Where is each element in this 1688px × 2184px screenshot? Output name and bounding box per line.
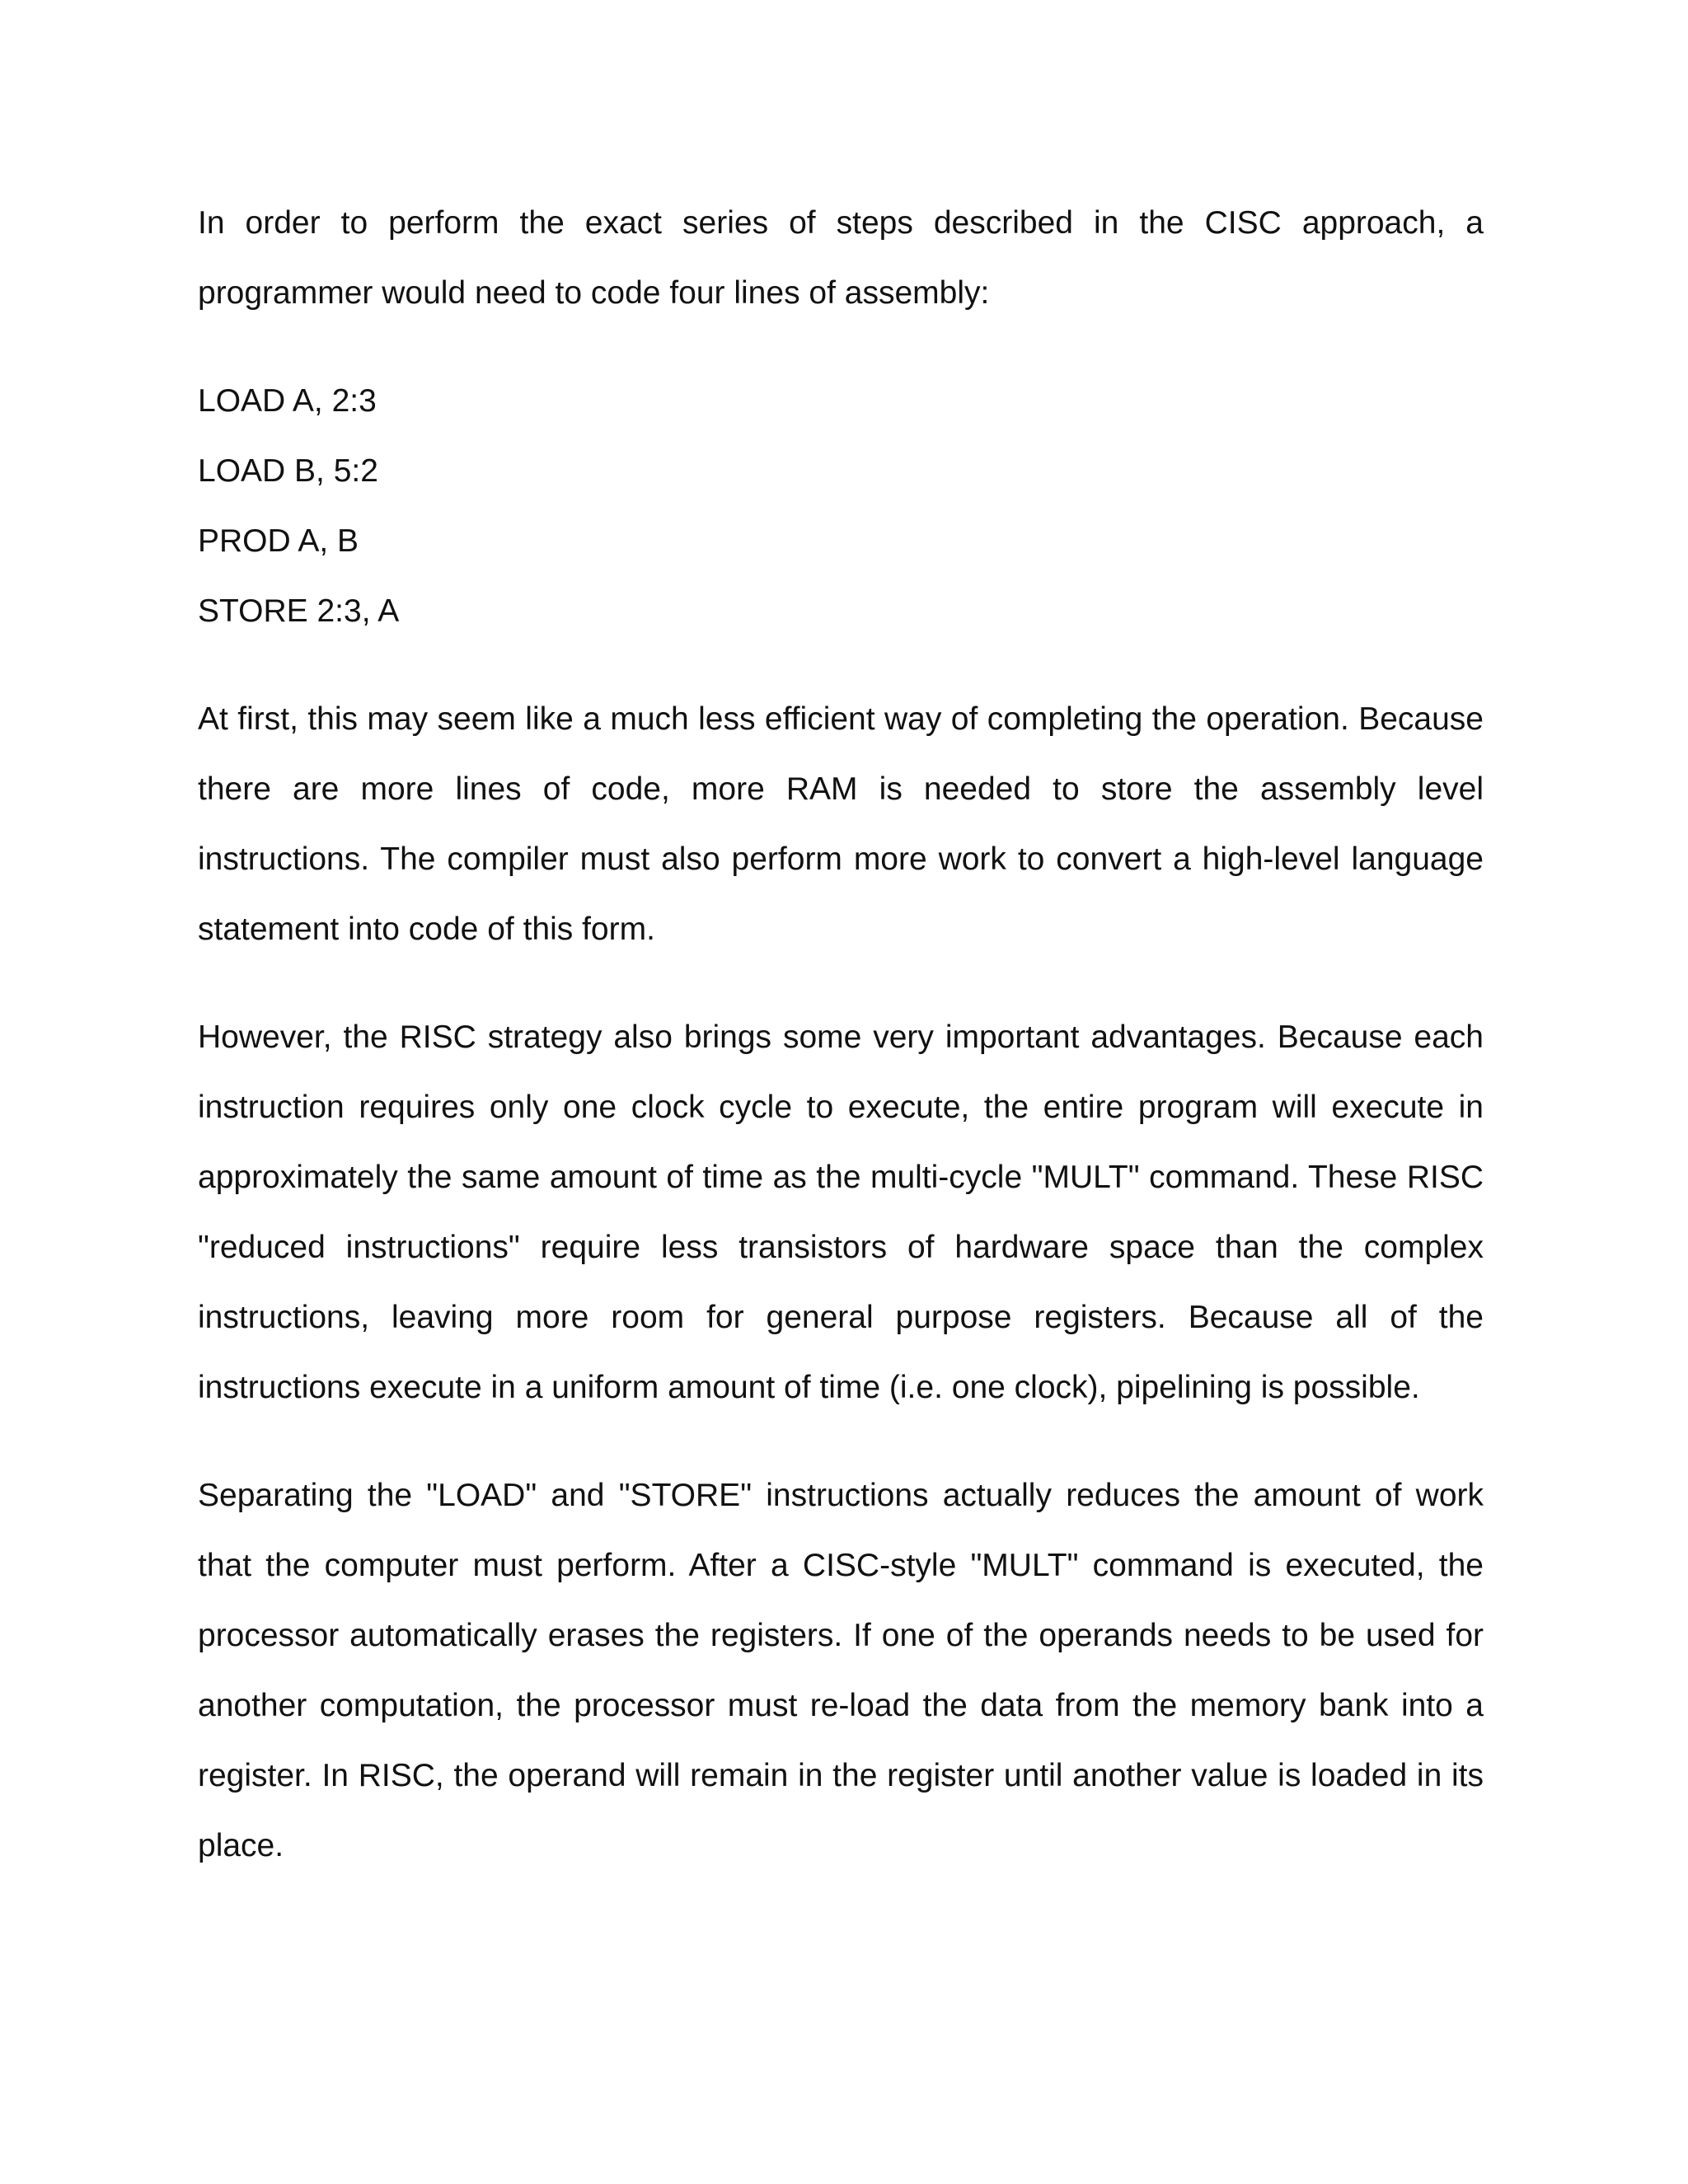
code-line-load-a: LOAD A, 2:3	[198, 383, 377, 419]
code-line-prod: PROD A, B	[198, 523, 359, 559]
intro-paragraph: In order to perform the exact series of steps described in the CISC approach, a programmer would need to code four lines of assembly:	[198, 205, 1484, 311]
code-line-store: STORE 2:3, A	[198, 593, 400, 629]
load-store-paragraph: Separating the "LOAD" and "STORE" instructions actually reduces the amount of work that the computer must perform. After a CISC-style "MULT" command is executed, the processor automatically erases the registers. If one of the operands needs to be used for another computation, the processor must re-load the data from the memory bank into a register. In RISC, the operand will remain in the register until another value is loaded in its place.	[198, 1478, 1484, 1863]
advantages-paragraph: However, the RISC strategy also brings some very important advantages. Because each instruction requires only one clock cycle to execute, the entire program will execute in approximately the same amount of time as the multi-cycle "MULT" command. These RISC "reduced instructions" require less transistors of hardware space than the complex instructions, leaving more room for general purpose registers. Because all of the instructions execute in a uniform amount of time (i.e. one clock), pipelining is possible.	[198, 1019, 1484, 1405]
assembly-code-block	[198, 366, 1484, 646]
document-body	[198, 188, 1484, 1919]
code-line-load-b: LOAD B, 5:2	[198, 453, 378, 489]
efficiency-paragraph: At first, this may seem like a much less efficient way of completing the operation. Because there are more lines of code, more RAM is needed to store the assembly level instructions. The compiler must also perform more work to convert a high-level language statement into code of this form.	[198, 701, 1484, 947]
